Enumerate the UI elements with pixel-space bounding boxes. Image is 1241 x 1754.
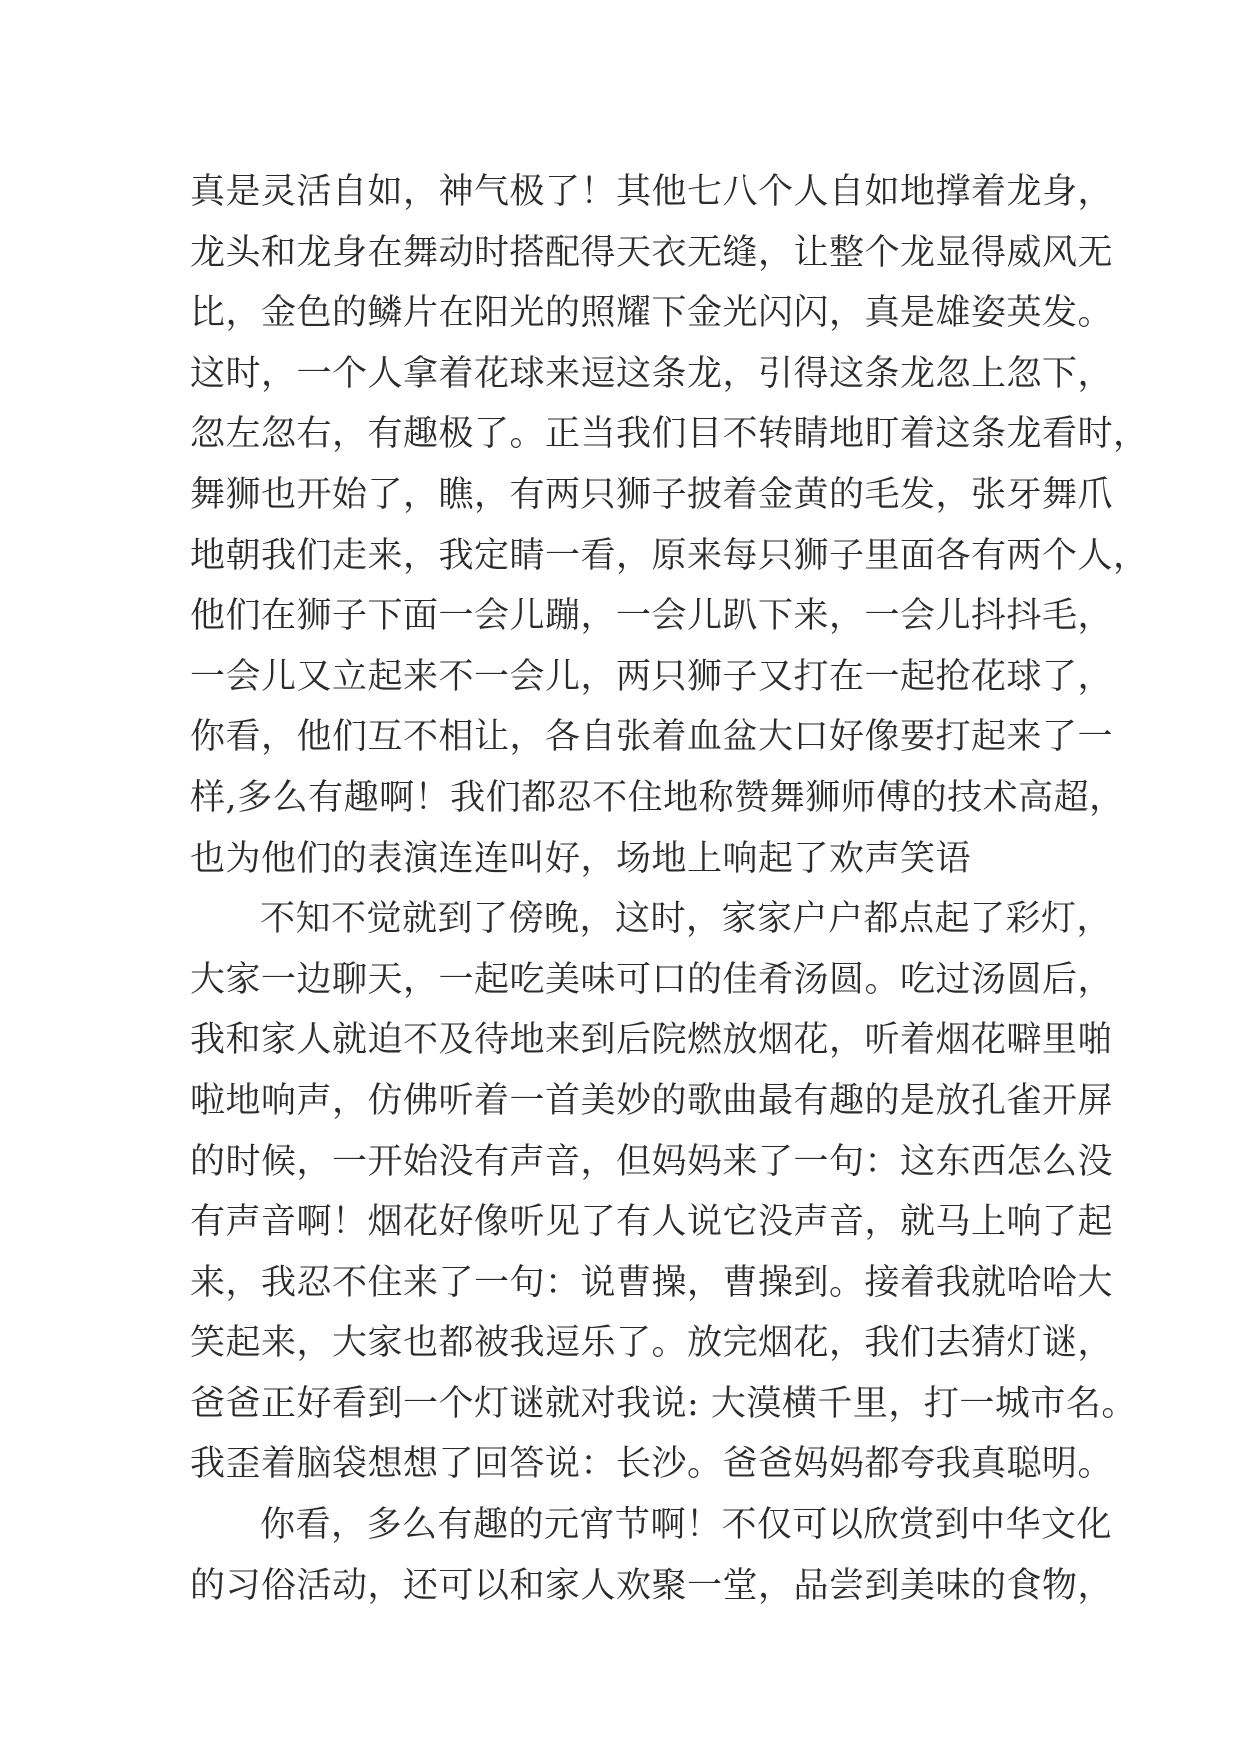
text-line: 这时，一个人拿着花球来逗这条龙，引得这条龙忽上忽下，	[190, 353, 1114, 394]
text-line: 样,多么有趣啊！我们都忍不住地称赞舞狮师傅的技术高超，	[190, 777, 1125, 818]
essay-text	[190, 162, 1149, 1616]
text-line: 忽左忽右，有趣极了。正当我们目不转睛地盯着这条龙看时，	[190, 414, 1149, 455]
text-line: 龙头和龙身在舞动时搭配得天衣无缝，让整个龙显得威风无	[190, 232, 1114, 273]
text-line: 你看，他们互不相让，各自张着血盆大口好像要打起来了一	[190, 717, 1114, 758]
text-line: 来，我忍不住来了一句：说曹操，曹操到。接着我就哈哈大	[190, 1262, 1114, 1303]
text-line: 我和家人就迫不及待地来到后院燃放烟花，听着烟花噼里啪	[190, 1020, 1114, 1061]
text-line: 的时候，一开始没有声音，但妈妈来了一句：这东西怎么没	[190, 1141, 1114, 1182]
text-line: 啦地响声，仿佛听着一首美妙的歌曲最有趣的是放孔雀开屏	[190, 1080, 1114, 1121]
text-line: 我歪着脑袋想想了回答说：长沙。爸爸妈妈都夸我真聪明。	[190, 1444, 1114, 1485]
text-line: 爸爸正好看到一个灯谜就对我说: 大漠横千里，打一城市名。	[190, 1383, 1137, 1424]
text-line: 的习俗活动，还可以和家人欢聚一堂，品尝到美味的食物，	[190, 1565, 1114, 1606]
paragraph-start-line: 你看，多么有趣的元宵节啊！不仅可以欣赏到中华文化	[260, 1505, 1113, 1546]
text-line: 真是灵活自如，神气极了！其他七八个人自如地撑着龙身，	[190, 172, 1114, 212]
text-line: 一会儿又立起来不一会儿，两只狮子又打在一起抢花球了，	[190, 656, 1114, 697]
text-line: 他们在狮子下面一会儿蹦，一会儿趴下来，一会儿抖抖毛，	[190, 596, 1114, 637]
text-line: 大家一边聊天，一起吃美味可口的佳肴汤圆。吃过汤圆后，	[190, 959, 1114, 1000]
text-line: 有声音啊！烟花好像听见了有人说它没声音，就马上响了起	[190, 1202, 1114, 1243]
text-line: 地朝我们走来，我定睛一看，原来每只狮子里面各有两个人，	[190, 535, 1149, 576]
text-line: 舞狮也开始了，瞧，有两只狮子披着金黄的毛发，张牙舞爪	[190, 474, 1114, 515]
text-line: 也为他们的表演连连叫好，场地上响起了欢声笑语	[190, 838, 972, 879]
text-line: 比，金色的鳞片在阳光的照耀下金光闪闪，真是雄姿英发。	[190, 293, 1114, 334]
text-line: 笑起来，大家也都被我逗乐了。放完烟花，我们去猜灯谜，	[190, 1323, 1114, 1364]
paragraph-start-line: 不知不觉就到了傍晚，这时，家家户户都点起了彩灯，	[260, 899, 1113, 940]
